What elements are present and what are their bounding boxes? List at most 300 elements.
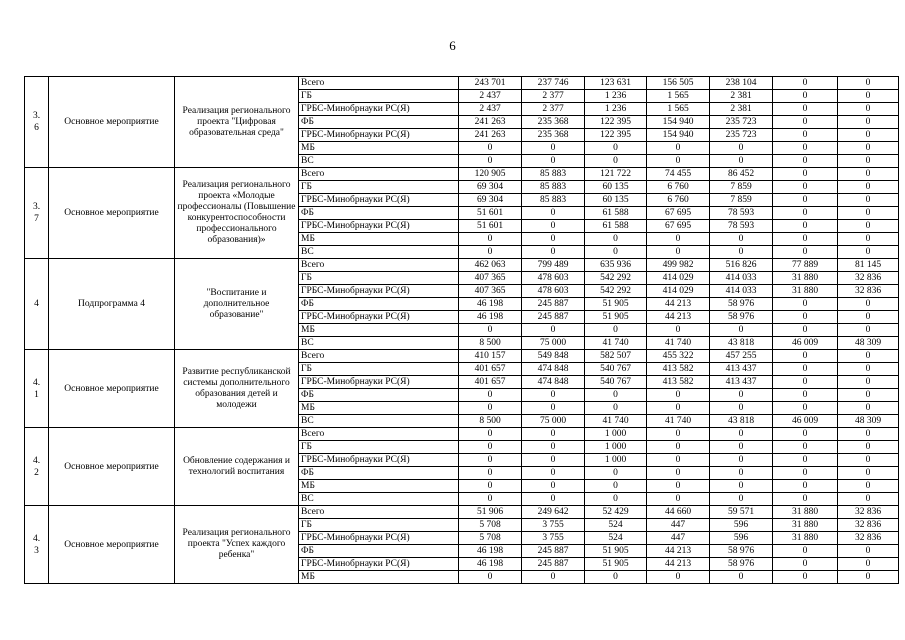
funding-source: МБ — [299, 233, 459, 246]
funding-source: ГРБС-Минобрнауки РС(Я) — [299, 454, 459, 467]
amount-cell: 474 848 — [522, 376, 585, 389]
item-type: Основное мероприятие — [49, 168, 175, 259]
funding-source: ГБ — [299, 181, 459, 194]
amount-cell: 61 588 — [585, 207, 647, 220]
funding-source: ГРБС-Минобрнауки РС(Я) — [299, 194, 459, 207]
funding-source: ГРБС-Минобрнауки РС(Я) — [299, 376, 459, 389]
amount-cell: 0 — [459, 467, 522, 480]
funding-source: ВС — [299, 493, 459, 506]
amount-cell: 0 — [522, 233, 585, 246]
amount-cell: 0 — [838, 545, 899, 558]
amount-cell: 44 213 — [647, 311, 710, 324]
amount-cell: 46 198 — [459, 558, 522, 571]
amount-cell: 0 — [710, 389, 773, 402]
amount-cell: 31 880 — [773, 506, 838, 519]
funding-source: ГБ — [299, 519, 459, 532]
amount-cell: 0 — [522, 454, 585, 467]
amount-cell: 0 — [773, 129, 838, 142]
amount-cell: 0 — [710, 441, 773, 454]
amount-cell: 31 880 — [773, 519, 838, 532]
amount-cell: 0 — [647, 441, 710, 454]
amount-cell: 0 — [838, 571, 899, 584]
amount-cell: 0 — [522, 480, 585, 493]
item-number: 4 — [25, 259, 49, 350]
amount-cell: 0 — [585, 155, 647, 168]
funding-source: ГРБС-Минобрнауки РС(Я) — [299, 220, 459, 233]
amount-cell: 0 — [459, 454, 522, 467]
amount-cell: 413 582 — [647, 376, 710, 389]
amount-cell: 414 033 — [710, 272, 773, 285]
table-row — [25, 350, 899, 363]
amount-cell: 58 976 — [710, 311, 773, 324]
amount-cell: 0 — [838, 220, 899, 233]
amount-cell: 0 — [838, 77, 899, 90]
amount-cell: 0 — [838, 194, 899, 207]
amount-cell: 0 — [585, 233, 647, 246]
amount-cell: 60 135 — [585, 194, 647, 207]
amount-cell: 462 063 — [459, 259, 522, 272]
amount-cell: 0 — [838, 428, 899, 441]
amount-cell: 6 760 — [647, 181, 710, 194]
amount-cell: 413 437 — [710, 363, 773, 376]
amount-cell: 0 — [838, 90, 899, 103]
funding-source: ГРБС-Минобрнауки РС(Я) — [299, 103, 459, 116]
amount-cell: 0 — [522, 441, 585, 454]
table-body — [25, 77, 899, 584]
amount-cell: 0 — [773, 350, 838, 363]
amount-cell: 32 836 — [838, 285, 899, 298]
amount-cell: 414 029 — [647, 285, 710, 298]
amount-cell: 401 657 — [459, 363, 522, 376]
amount-cell: 51 601 — [459, 207, 522, 220]
item-name: Развитие республиканской системы дополнительного образования детей и молодежи — [175, 350, 299, 428]
amount-cell: 457 255 — [710, 350, 773, 363]
amount-cell: 48 309 — [838, 415, 899, 428]
amount-cell: 51 905 — [585, 558, 647, 571]
amount-cell: 401 657 — [459, 376, 522, 389]
amount-cell: 0 — [838, 324, 899, 337]
amount-cell: 48 309 — [838, 337, 899, 350]
funding-source: МБ — [299, 402, 459, 415]
amount-cell: 60 135 — [585, 181, 647, 194]
amount-cell: 499 982 — [647, 259, 710, 272]
amount-cell: 156 505 — [647, 77, 710, 90]
table-row — [25, 428, 899, 441]
amount-cell: 32 836 — [838, 519, 899, 532]
amount-cell: 0 — [710, 142, 773, 155]
amount-cell: 0 — [710, 402, 773, 415]
amount-cell: 0 — [522, 155, 585, 168]
item-number: 4. 1 — [25, 350, 49, 428]
amount-cell: 6 760 — [647, 194, 710, 207]
amount-cell: 0 — [459, 155, 522, 168]
amount-cell: 0 — [522, 428, 585, 441]
amount-cell: 46 198 — [459, 311, 522, 324]
amount-cell: 0 — [522, 324, 585, 337]
amount-cell: 0 — [773, 246, 838, 259]
amount-cell: 0 — [459, 142, 522, 155]
funding-source: ГРБС-Минобрнауки РС(Я) — [299, 129, 459, 142]
amount-cell: 0 — [459, 233, 522, 246]
amount-cell: 407 365 — [459, 272, 522, 285]
funding-source: ГРБС-Минобрнауки РС(Я) — [299, 285, 459, 298]
amount-cell: 0 — [647, 389, 710, 402]
amount-cell: 596 — [710, 532, 773, 545]
amount-cell: 0 — [773, 324, 838, 337]
funding-source: МБ — [299, 142, 459, 155]
page-number: 6 — [449, 38, 456, 53]
amount-cell: 0 — [710, 454, 773, 467]
amount-cell: 2 377 — [522, 90, 585, 103]
amount-cell: 74 455 — [647, 168, 710, 181]
amount-cell: 0 — [838, 116, 899, 129]
amount-cell: 58 976 — [710, 558, 773, 571]
item-name: Реализация регионального проекта "Успех каждого ребенка" — [175, 506, 299, 584]
amount-cell: 85 883 — [522, 168, 585, 181]
amount-cell: 2 381 — [710, 90, 773, 103]
amount-cell: 44 213 — [647, 558, 710, 571]
amount-cell: 46 198 — [459, 298, 522, 311]
amount-cell: 410 157 — [459, 350, 522, 363]
amount-cell: 0 — [647, 454, 710, 467]
amount-cell: 0 — [710, 571, 773, 584]
funding-source: МБ — [299, 480, 459, 493]
amount-cell: 67 695 — [647, 207, 710, 220]
amount-cell: 0 — [459, 389, 522, 402]
funding-source: Всего — [299, 77, 459, 90]
amount-cell: 0 — [838, 350, 899, 363]
amount-cell: 2 437 — [459, 90, 522, 103]
amount-cell: 46 198 — [459, 545, 522, 558]
amount-cell: 0 — [773, 467, 838, 480]
funding-source: ФБ — [299, 467, 459, 480]
amount-cell: 0 — [773, 181, 838, 194]
amount-cell: 0 — [773, 376, 838, 389]
amount-cell: 3 755 — [522, 519, 585, 532]
amount-cell: 540 767 — [585, 363, 647, 376]
amount-cell: 799 489 — [522, 259, 585, 272]
amount-cell: 542 292 — [585, 285, 647, 298]
amount-cell: 44 213 — [647, 545, 710, 558]
amount-cell: 0 — [773, 168, 838, 181]
funding-source: ФБ — [299, 389, 459, 402]
item-type: Основное мероприятие — [49, 350, 175, 428]
funding-source: ГРБС-Минобрнауки РС(Я) — [299, 532, 459, 545]
funding-source: Всего — [299, 168, 459, 181]
funding-source: ФБ — [299, 207, 459, 220]
amount-cell: 0 — [585, 324, 647, 337]
amount-cell: 0 — [459, 493, 522, 506]
amount-cell: 241 263 — [459, 129, 522, 142]
item-type: Основное мероприятие — [49, 506, 175, 584]
amount-cell: 0 — [459, 480, 522, 493]
table-row — [25, 77, 899, 90]
amount-cell: 69 304 — [459, 194, 522, 207]
amount-cell: 0 — [585, 402, 647, 415]
amount-cell: 0 — [838, 363, 899, 376]
amount-cell: 0 — [522, 402, 585, 415]
amount-cell: 5 708 — [459, 519, 522, 532]
amount-cell: 245 887 — [522, 545, 585, 558]
amount-cell: 249 642 — [522, 506, 585, 519]
amount-cell: 0 — [838, 233, 899, 246]
amount-cell: 414 033 — [710, 285, 773, 298]
amount-cell: 0 — [838, 207, 899, 220]
amount-cell: 245 887 — [522, 558, 585, 571]
amount-cell: 0 — [773, 389, 838, 402]
amount-cell: 540 767 — [585, 376, 647, 389]
amount-cell: 61 588 — [585, 220, 647, 233]
funding-source: ФБ — [299, 116, 459, 129]
amount-cell: 32 836 — [838, 532, 899, 545]
amount-cell: 0 — [585, 389, 647, 402]
amount-cell: 413 437 — [710, 376, 773, 389]
amount-cell: 77 889 — [773, 259, 838, 272]
amount-cell: 235 723 — [710, 129, 773, 142]
funding-source: ВС — [299, 246, 459, 259]
amount-cell: 0 — [585, 571, 647, 584]
amount-cell: 243 701 — [459, 77, 522, 90]
amount-cell: 0 — [773, 454, 838, 467]
amount-cell: 44 660 — [647, 506, 710, 519]
item-number: 4. 3 — [25, 506, 49, 584]
funding-source: ВС — [299, 337, 459, 350]
amount-cell: 75 000 — [522, 337, 585, 350]
amount-cell: 447 — [647, 532, 710, 545]
item-number: 3. 6 — [25, 77, 49, 168]
amount-cell: 58 976 — [710, 545, 773, 558]
amount-cell: 0 — [773, 441, 838, 454]
amount-cell: 0 — [773, 558, 838, 571]
amount-cell: 0 — [522, 467, 585, 480]
amount-cell: 0 — [773, 194, 838, 207]
amount-cell: 0 — [838, 298, 899, 311]
amount-cell: 0 — [647, 428, 710, 441]
funding-source: Всего — [299, 428, 459, 441]
amount-cell: 85 883 — [522, 181, 585, 194]
amount-cell: 51 905 — [585, 545, 647, 558]
amount-cell: 0 — [838, 558, 899, 571]
funding-source: ВС — [299, 415, 459, 428]
amount-cell: 0 — [710, 246, 773, 259]
amount-cell: 2 437 — [459, 103, 522, 116]
amount-cell: 241 263 — [459, 116, 522, 129]
amount-cell: 1 000 — [585, 454, 647, 467]
amount-cell: 5 708 — [459, 532, 522, 545]
amount-cell: 0 — [522, 207, 585, 220]
amount-cell: 0 — [710, 155, 773, 168]
amount-cell: 0 — [773, 77, 838, 90]
amount-cell: 0 — [773, 298, 838, 311]
amount-cell: 0 — [838, 311, 899, 324]
funding-source: ГБ — [299, 272, 459, 285]
amount-cell: 8 500 — [459, 415, 522, 428]
amount-cell: 0 — [838, 181, 899, 194]
amount-cell: 0 — [585, 246, 647, 259]
amount-cell: 41 740 — [647, 337, 710, 350]
amount-cell: 0 — [459, 246, 522, 259]
amount-cell: 478 603 — [522, 272, 585, 285]
amount-cell: 51 905 — [585, 298, 647, 311]
amount-cell: 235 368 — [522, 116, 585, 129]
table-row — [25, 506, 899, 519]
amount-cell: 0 — [838, 103, 899, 116]
amount-cell: 447 — [647, 519, 710, 532]
amount-cell: 41 740 — [585, 337, 647, 350]
amount-cell: 549 848 — [522, 350, 585, 363]
amount-cell: 0 — [647, 246, 710, 259]
amount-cell: 0 — [773, 116, 838, 129]
amount-cell: 58 976 — [710, 298, 773, 311]
amount-cell: 0 — [647, 493, 710, 506]
budget-table — [24, 76, 899, 584]
amount-cell: 0 — [838, 467, 899, 480]
amount-cell: 0 — [773, 220, 838, 233]
amount-cell: 44 213 — [647, 298, 710, 311]
amount-cell: 41 740 — [585, 415, 647, 428]
funding-source: Всего — [299, 506, 459, 519]
amount-cell: 52 429 — [585, 506, 647, 519]
amount-cell: 0 — [522, 493, 585, 506]
funding-source: ГБ — [299, 441, 459, 454]
amount-cell: 2 381 — [710, 103, 773, 116]
amount-cell: 51 601 — [459, 220, 522, 233]
amount-cell: 0 — [838, 376, 899, 389]
item-type: Основное мероприятие — [49, 428, 175, 506]
amount-cell: 0 — [522, 246, 585, 259]
amount-cell: 235 723 — [710, 116, 773, 129]
amount-cell: 0 — [710, 233, 773, 246]
amount-cell: 78 593 — [710, 220, 773, 233]
amount-cell: 582 507 — [585, 350, 647, 363]
amount-cell: 7 859 — [710, 181, 773, 194]
amount-cell: 0 — [647, 480, 710, 493]
amount-cell: 0 — [522, 571, 585, 584]
amount-cell: 0 — [838, 246, 899, 259]
amount-cell: 0 — [647, 233, 710, 246]
funding-source: ФБ — [299, 298, 459, 311]
amount-cell: 235 368 — [522, 129, 585, 142]
amount-cell: 0 — [585, 467, 647, 480]
funding-source: ГБ — [299, 90, 459, 103]
item-type: Основное мероприятие — [49, 77, 175, 168]
amount-cell: 596 — [710, 519, 773, 532]
amount-cell: 0 — [838, 155, 899, 168]
amount-cell: 75 000 — [522, 415, 585, 428]
amount-cell: 0 — [773, 480, 838, 493]
amount-cell: 0 — [838, 493, 899, 506]
amount-cell: 0 — [838, 129, 899, 142]
item-type: Подпрограмма 4 — [49, 259, 175, 350]
amount-cell: 0 — [459, 324, 522, 337]
amount-cell: 0 — [773, 233, 838, 246]
amount-cell: 31 880 — [773, 272, 838, 285]
amount-cell: 1 565 — [647, 103, 710, 116]
amount-cell: 0 — [838, 454, 899, 467]
amount-cell: 0 — [585, 493, 647, 506]
funding-source: ГРБС-Минобрнауки РС(Я) — [299, 311, 459, 324]
amount-cell: 1 565 — [647, 90, 710, 103]
amount-cell: 86 452 — [710, 168, 773, 181]
amount-cell: 0 — [773, 402, 838, 415]
amount-cell: 122 395 — [585, 129, 647, 142]
amount-cell: 0 — [522, 142, 585, 155]
amount-cell: 0 — [459, 441, 522, 454]
amount-cell: 51 906 — [459, 506, 522, 519]
amount-cell: 0 — [838, 402, 899, 415]
amount-cell: 0 — [647, 324, 710, 337]
amount-cell: 121 722 — [585, 168, 647, 181]
amount-cell: 154 940 — [647, 129, 710, 142]
amount-cell: 0 — [710, 324, 773, 337]
amount-cell: 46 009 — [773, 415, 838, 428]
amount-cell: 0 — [459, 571, 522, 584]
amount-cell: 32 836 — [838, 506, 899, 519]
amount-cell: 59 571 — [710, 506, 773, 519]
amount-cell: 0 — [459, 428, 522, 441]
item-name: Реализация регионального проекта "Цифровая образовательная среда" — [175, 77, 299, 168]
amount-cell: 237 746 — [522, 77, 585, 90]
funding-source: ФБ — [299, 545, 459, 558]
amount-cell: 407 365 — [459, 285, 522, 298]
amount-cell: 31 880 — [773, 285, 838, 298]
amount-cell: 67 695 — [647, 220, 710, 233]
amount-cell: 474 848 — [522, 363, 585, 376]
amount-cell: 51 905 — [585, 311, 647, 324]
amount-cell: 0 — [522, 389, 585, 402]
amount-cell: 0 — [773, 155, 838, 168]
amount-cell: 0 — [647, 467, 710, 480]
funding-source: ГБ — [299, 363, 459, 376]
amount-cell: 0 — [838, 441, 899, 454]
amount-cell: 516 826 — [710, 259, 773, 272]
amount-cell: 3 755 — [522, 532, 585, 545]
amount-cell: 0 — [838, 389, 899, 402]
item-name: "Воспитание и дополнительное образование" — [175, 259, 299, 350]
amount-cell: 0 — [522, 220, 585, 233]
funding-source: ГРБС-Минобрнауки РС(Я) — [299, 558, 459, 571]
amount-cell: 413 582 — [647, 363, 710, 376]
amount-cell: 542 292 — [585, 272, 647, 285]
amount-cell: 0 — [459, 402, 522, 415]
amount-cell: 0 — [647, 571, 710, 584]
amount-cell: 1 000 — [585, 441, 647, 454]
amount-cell: 524 — [585, 519, 647, 532]
funding-source: ВС — [299, 155, 459, 168]
funding-source: Всего — [299, 350, 459, 363]
amount-cell: 478 603 — [522, 285, 585, 298]
amount-cell: 1 236 — [585, 103, 647, 116]
amount-cell: 85 883 — [522, 194, 585, 207]
amount-cell: 1 236 — [585, 90, 647, 103]
amount-cell: 0 — [710, 428, 773, 441]
amount-cell: 0 — [647, 155, 710, 168]
funding-source: МБ — [299, 324, 459, 337]
amount-cell: 46 009 — [773, 337, 838, 350]
item-number: 3. 7 — [25, 168, 49, 259]
amount-cell: 0 — [773, 571, 838, 584]
amount-cell: 8 500 — [459, 337, 522, 350]
amount-cell: 0 — [773, 207, 838, 220]
amount-cell: 0 — [773, 493, 838, 506]
amount-cell: 122 395 — [585, 116, 647, 129]
amount-cell: 69 304 — [459, 181, 522, 194]
item-number: 4. 2 — [25, 428, 49, 506]
amount-cell: 524 — [585, 532, 647, 545]
amount-cell: 123 631 — [585, 77, 647, 90]
amount-cell: 0 — [585, 480, 647, 493]
amount-cell: 0 — [710, 467, 773, 480]
